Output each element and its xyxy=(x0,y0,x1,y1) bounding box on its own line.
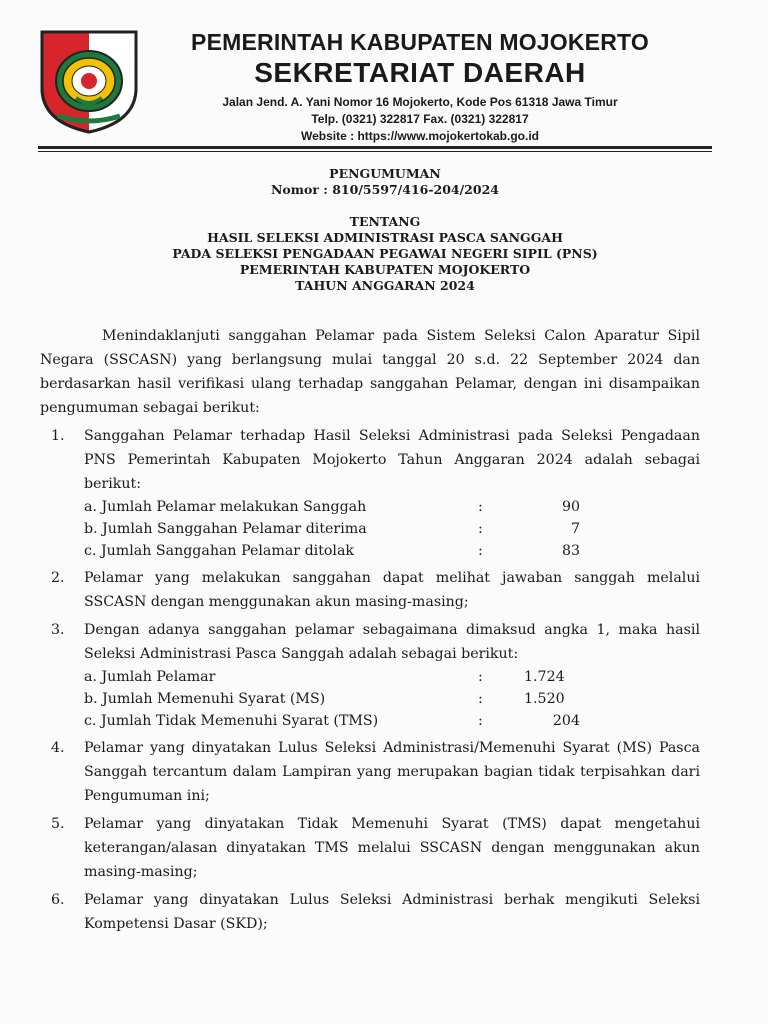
announcement-number: Nomor : 810/5597/416-204/2024 xyxy=(271,182,499,197)
list-item xyxy=(40,812,700,884)
item-number: 3. xyxy=(51,622,65,638)
announcement-title: PENGUMUMAN xyxy=(329,166,441,181)
sub-item-label: c. Jumlah Tidak Memenuhi Syarat (TMS) xyxy=(84,713,379,729)
about-label: TENTANG xyxy=(349,214,421,229)
item-text: Pelamar yang melakukan sanggahan dapat melihat jawaban sanggah melalui SSCASN dengan menggunakan akun masing-masing; xyxy=(84,570,700,610)
address: Jalan Jend. A. Yani Nomor 16 Mojokerto, Kode Pos 61318 Jawa Timur xyxy=(222,95,618,109)
item-number: 5. xyxy=(51,816,65,832)
mojokerto-coat-of-arms-icon xyxy=(36,26,142,136)
sub-item xyxy=(84,540,700,562)
phone: Telp. (0321) 322817 Fax. (0321) 322817 xyxy=(311,112,529,126)
item-text: Pelamar yang dinyatakan Lulus Seleksi Administrasi berhak mengikuti Seleksi Kompetensi Dasar (SKD); xyxy=(84,892,700,932)
intro-paragraph: Menindaklanjuti sanggahan Pelamar pada Sistem Seleksi Calon Aparatur Sipil Negara (SSCASN) yang berlangsung mulai tanggal 20 s.d. 22 September 2024 dan berdasarkan hasil verifikasi ulang terhadap sanggahan Pelamar, dengan ini disampaikan pengumuman sebagai berikut: xyxy=(40,328,700,416)
item-text: Pelamar yang dinyatakan Tidak Memenuhi Syarat (TMS) dapat mengetahui keterangan/alasan dinyatakan TMS melalui SSCASN dengan menggunakan akun masing-masing; xyxy=(84,816,700,880)
item-number: 2. xyxy=(51,570,65,586)
subject-line: PEMERINTAH KABUPATEN MOJOKERTO xyxy=(239,262,531,277)
header-divider-thick xyxy=(38,146,712,149)
subject-line: PADA SELEKSI PENGADAAN PEGAWAI NEGERI SIPIL (PNS) xyxy=(172,246,598,261)
sub-item-label: b. Jumlah Sanggahan Pelamar diterima xyxy=(84,521,367,537)
subject-line: HASIL SELEKSI ADMINISTRASI PASCA SANGGAH xyxy=(207,230,563,245)
list-item xyxy=(40,736,700,808)
item-number: 4. xyxy=(51,740,65,756)
sub-item-colon: : xyxy=(478,713,483,729)
item-number: 1. xyxy=(51,428,65,444)
office-name: SEKRETARIAT DAERAH xyxy=(254,57,586,88)
sub-item-colon: : xyxy=(478,521,483,537)
header-divider-thin xyxy=(38,151,712,152)
item-text: Dengan adanya sanggahan pelamar sebagaimana dimaksud angka 1, maka hasil Seleksi Administrasi Pasca Sanggah adalah sebagai berikut: xyxy=(84,622,700,662)
sub-item-label: b. Jumlah Memenuhi Syarat (MS) xyxy=(84,691,326,707)
sub-item xyxy=(84,688,700,710)
sub-item-value: 1.724 xyxy=(524,669,565,685)
agency-name: PEMERINTAH KABUPATEN MOJOKERTO xyxy=(191,29,649,55)
sub-item-colon: : xyxy=(478,543,483,559)
sub-item-label: a. Jumlah Pelamar xyxy=(84,669,216,685)
list-item xyxy=(40,424,700,562)
list-item xyxy=(40,888,700,936)
subject-line: TAHUN ANGGARAN 2024 xyxy=(295,278,475,293)
sub-item-colon: : xyxy=(478,669,483,685)
sub-item-value: 90 xyxy=(561,499,580,515)
list-item xyxy=(40,566,700,614)
announcement-body xyxy=(40,324,700,936)
sub-item-value: 204 xyxy=(552,713,580,729)
sub-item-colon: : xyxy=(478,691,483,707)
sub-item-label: a. Jumlah Pelamar melakukan Sanggah xyxy=(84,499,367,515)
announcement-heading xyxy=(60,166,710,294)
sub-item xyxy=(84,666,700,688)
item-text: Pelamar yang dinyatakan Lulus Seleksi Administrasi/Memenuhi Syarat (MS) Pasca Sanggah tercantum dalam Lampiran yang merupakan bagian tidak terpisahkan dari Pengumuman ini; xyxy=(84,740,700,804)
website: Website : https://www.mojokertokab.go.id xyxy=(300,129,539,143)
sub-item xyxy=(84,710,700,732)
sub-item-label: c. Jumlah Sanggahan Pelamar ditolak xyxy=(84,543,355,559)
item-text: Sanggahan Pelamar terhadap Hasil Seleksi Administrasi pada Seleksi Pengadaan PNS Pemerintah Kabupaten Mojokerto Tahun Anggaran 2024 adalah sebagai berikut: xyxy=(84,428,700,492)
sub-item xyxy=(84,496,700,518)
sub-item-colon: : xyxy=(478,499,483,515)
list-item xyxy=(40,618,700,732)
sub-item-value: 1.520 xyxy=(524,691,565,707)
item-number: 6. xyxy=(51,892,65,908)
sub-item-value: 7 xyxy=(570,521,580,537)
letterhead xyxy=(150,28,690,145)
sub-item xyxy=(84,518,700,540)
sub-item-value: 83 xyxy=(561,543,580,559)
